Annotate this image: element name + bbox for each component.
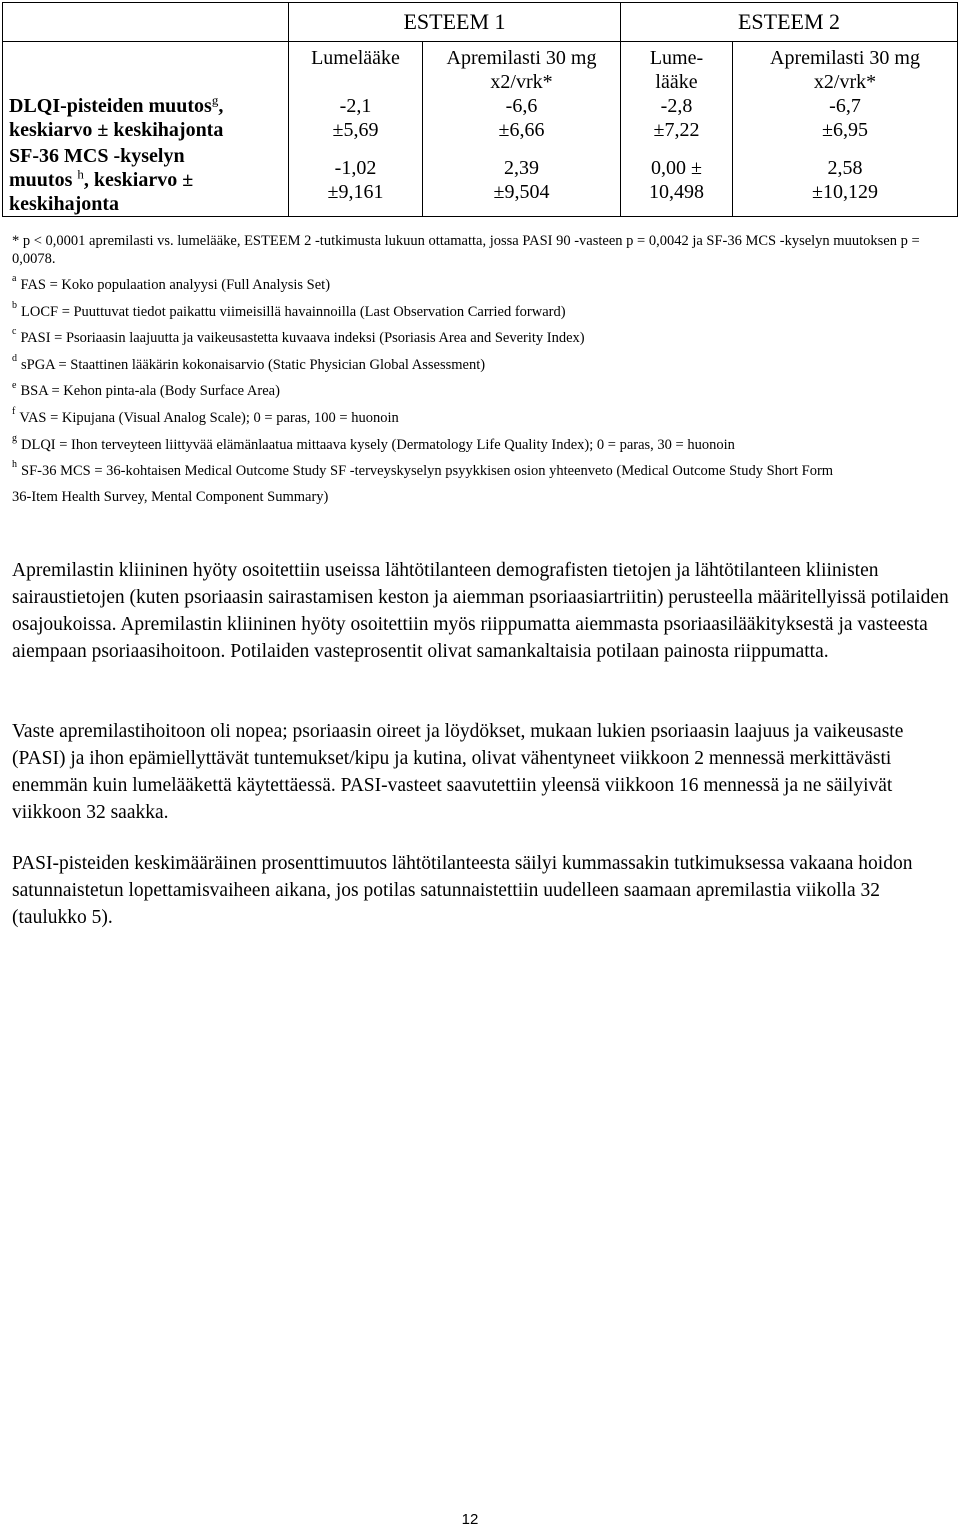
col-e2-apremilast: Apremilasti 30 mg x2/vrk* [733, 42, 958, 95]
cell-sf36-e1-placebo: -1,02 ±9,161 [289, 144, 423, 217]
footnote-f: $^f$ VAS = Kipujana (Visual Analog Scale); 0 = paras, 100 = huonoin [12, 406, 399, 426]
footnote-g: $^g$ DLQI = Ihon terveyteen liittyvää elämänlaatua mittaava kysely (Dermatology Life Quality Index); 0 = paras, 30 = huonoin [12, 432, 735, 453]
table-group-header-row [3, 3, 958, 42]
cell-sf36-e2-apremilast: 2,58 ±10,129 [733, 144, 958, 217]
footnote-d: $^d$ sPGA = Staattinen lääkärin kokonaisarvio (Static Physician Global Assessment) [12, 352, 486, 373]
cell-dlqi-e2-apremilast: -6,7 ±6,95 [733, 94, 958, 144]
footnote-e: $^e$ BSA = Kehon pinta-ala (Body Surface Area) [12, 379, 280, 400]
cell-sf36-e1-apremilast: 2,39 ±9,504 [423, 144, 621, 217]
body-paragraph-3: PASI-pisteiden keskimääräinen prosenttimuutos lähtötilanteesta säilyi kummassakin tutkimuksessa vakaana hoidon satunnaistetun lopettamisvaiheen aikana, jos potilas satunnaistettiin uudelleen saamaan apremilastia viikolla 32 (taulukko 5). [12, 852, 913, 928]
footnote-h: $^h$ SF-36 MCS = 36-kohtaisen Medical Outcome Study SF -terveyskyselyn psyykkisen osion yhteenveto (Medical Outcome Study Short Form 36-Item Health Survey, Mental Component Summary) [12, 459, 834, 506]
label-header-cell [3, 42, 289, 95]
footnotes [12, 232, 950, 515]
cell-dlqi-e2-placebo: -2,8 ±7,22 [621, 94, 733, 144]
group-esteem1: ESTEEM 1 [289, 3, 621, 42]
body-paragraph-1: Apremilastin kliininen hyöty osoitettiin useissa lähtötilanteen demografisten tietojen ja lähtötilanteen kliinisten sairaustietojen (kuten psoriaasin sairastamisen keston ja aiemman psoriaasiartriitin) perusteella määritellyissä potilaiden osajoukoissa. Apremilastin kliininen hyöty osoitettiin myös riippumatta aiemmasta psoriaasilääkityksestä ja vasteesta aiempaan psoriaasihoitoon. Potilaiden vasteprosentit olivat samankaltaisia potilaan painosta riippumatta. [12, 559, 949, 662]
empty-corner-cell [3, 3, 289, 42]
results-table [2, 2, 958, 217]
footnote-b: $^b$ LOCF = Puuttuvat tiedot paikattu viimeisillä havainnoilla (Last Observation Carried forward) [12, 299, 566, 320]
footnote-significance: * p < 0,0001 apremilasti vs. lumelääke, ESTEEM 2 -tutkimusta lukuun ottamatta, jossa PASI 90 -vasteen p = 0,0042 ja SF-36 MCS -kyselyn muutoksen p = 0,0078. [12, 233, 920, 267]
page-number: 12 [461, 1511, 479, 1528]
table-row-dlqi [3, 94, 958, 144]
body-paragraph-2: Vaste apremilastihoitoon oli nopea; psoriaasin oireet ja löydökset, mukaan lukien psoriaasin laajuus ja vaikeusaste (PASI) ja ihon epämiellyttävät tuntemukset/kipu ja kutina, olivat vähentyneet viikkoon 2 mennessä merkittävästi enemmän kuin lumelääkettä käytettäessä. PASI-vasteet saavutettiin yleensä viikkoon 16 mennessä ja ne säilyivät viikkoon 32 saakka. [12, 720, 904, 823]
row-label-sf36: SF-36 MCS -kyselyn muutos $^h$, keskiarvo ± keskihajonta [3, 144, 289, 217]
row-label-dlqi: DLQI-pisteiden muutos$^g$, keskiarvo ± keskihajonta [3, 94, 289, 144]
cell-dlqi-e1-apremilast: -6,6 ±6,66 [423, 94, 621, 144]
cell-sf36-e2-placebo: 0,00 ± 10,498 [621, 144, 733, 217]
col-e1-apremilast: Apremilasti 30 mg x2/vrk* [423, 42, 621, 95]
table-column-header-row [3, 42, 958, 95]
col-e1-placebo: Lumelääke [289, 42, 423, 95]
table-row-sf36 [3, 144, 958, 217]
footnote-c: $^c$ PASI = Psoriaasin laajuutta ja vaikeusastetta kuvaava indeksi (Psoriasis Area and Severity Index) [12, 326, 585, 347]
cell-dlqi-e1-placebo: -2,1 ±5,69 [289, 94, 423, 144]
footnote-a: $^a$ FAS = Koko populaation analyysi (Full Analysis Set) [12, 273, 331, 293]
group-esteem2: ESTEEM 2 [621, 3, 958, 42]
col-e2-placebo: Lume- lääke [621, 42, 733, 95]
